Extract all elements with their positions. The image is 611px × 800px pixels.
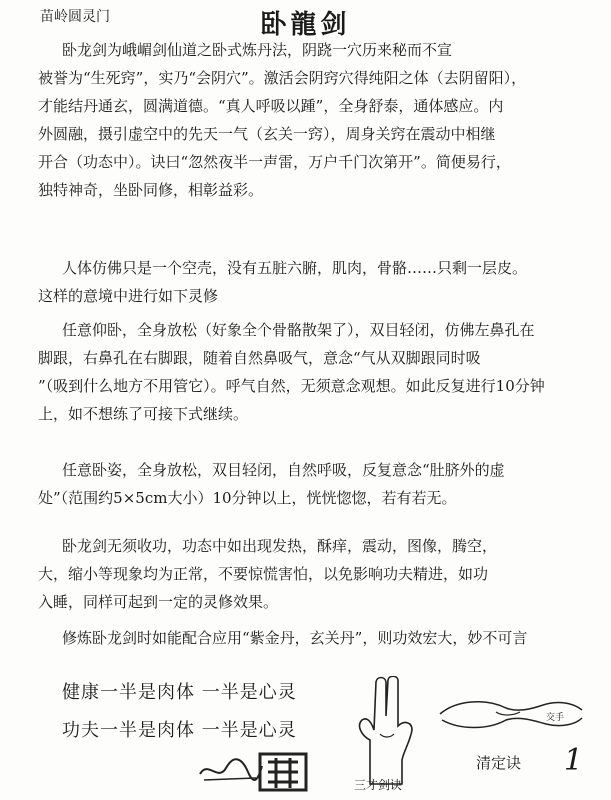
hands-figure-caption: 清定诀: [476, 754, 522, 772]
seal-stamp: [258, 752, 308, 792]
text-line: 人体仿佛只是一个空壳，没有五脏六腑，肌肉，骨骼……只剩一层皮。: [62, 259, 528, 277]
text-line: 上，如不想练了可接下式继续。: [38, 405, 249, 423]
text-line: 才能结丹通玄，圆满道德。“真人呼吸以踵”，全身舒泰，通体感应。内: [38, 97, 504, 115]
paragraph-6: [38, 624, 583, 652]
motto-line-2: 功夫一半是肉体 一半是心灵: [62, 720, 297, 741]
text-line: 被誉为“生死窍”，实乃“会阴穴”。激活会阴窍穴得纯阳之体（去阴留阳），: [38, 69, 527, 87]
text-line: 这样的意境中进行如下灵修: [38, 287, 219, 305]
paragraph-3: [38, 316, 583, 428]
text-line: 独特神奇，坐卧同修，相彰益彩。: [38, 181, 264, 199]
hands-small-label: 交手: [546, 713, 565, 723]
text-line: 任意仰卧，全身放松（好象全个骨骼散架了），双目轻闭，仿佛左鼻孔在: [62, 321, 535, 339]
page-title: 卧龍剑: [260, 10, 351, 40]
text-line: 修炼卧龙剑时如能配合应用“紫金丹，玄关丹”，则功效宏大，妙不可言: [62, 629, 528, 647]
signature-scribble: [196, 752, 266, 786]
text-line: 卧龙剑为峨嵋剑仙道之卧式炼丹法，阴跷一穴历来秘而不宣: [62, 41, 453, 59]
source-label: 苗岭圆灵门: [40, 9, 110, 25]
sword-mudra-hand-figure: [340, 676, 430, 788]
text-line: 卧龙剑无须收功，功态中如出现发热，酥痒，震动，图像，腾空，: [62, 537, 498, 555]
text-line: 入睡，同样可起到一定的灵修效果。: [38, 593, 279, 611]
page-number: 1: [563, 743, 583, 778]
text-line: 外圆融，摄引虚空中的先天一气（玄关一窍），周身关窍在震动中相继: [38, 125, 496, 143]
text-line: 大，缩小等现象均为正常，不要惊慌害怕，以免影响功夫精进，如功: [38, 565, 489, 583]
text-line: 处”（范围约5×5cm大小）10分钟以上，恍恍惚惚，若有若无。: [38, 489, 457, 507]
text-line: 任意卧姿，全身放松，双目轻闭，自然呼吸，反复意念“肚脐外的虚: [62, 461, 505, 479]
paragraph-5: [38, 532, 583, 616]
motto-line-1: 健康一半是肉体 一半是心灵: [62, 682, 297, 703]
paragraph-4: [38, 456, 583, 512]
text-line: 开合（功态中）。诀曰“忽然夜半一声雷，万户千门次第开”。简便易行，: [38, 153, 511, 171]
text-line: ”（吸到什么地方不用管它）。呼气自然，无须意念观想。如此反复进行10分钟: [38, 377, 545, 395]
paragraph-2: [38, 254, 583, 310]
paragraph-1: [38, 36, 583, 204]
text-line: 脚跟，右鼻孔在右脚跟，随着自然鼻吸气，意念“气从双脚跟同时吸: [38, 349, 481, 367]
hand-figure-caption: 三才剑诀: [354, 778, 403, 792]
